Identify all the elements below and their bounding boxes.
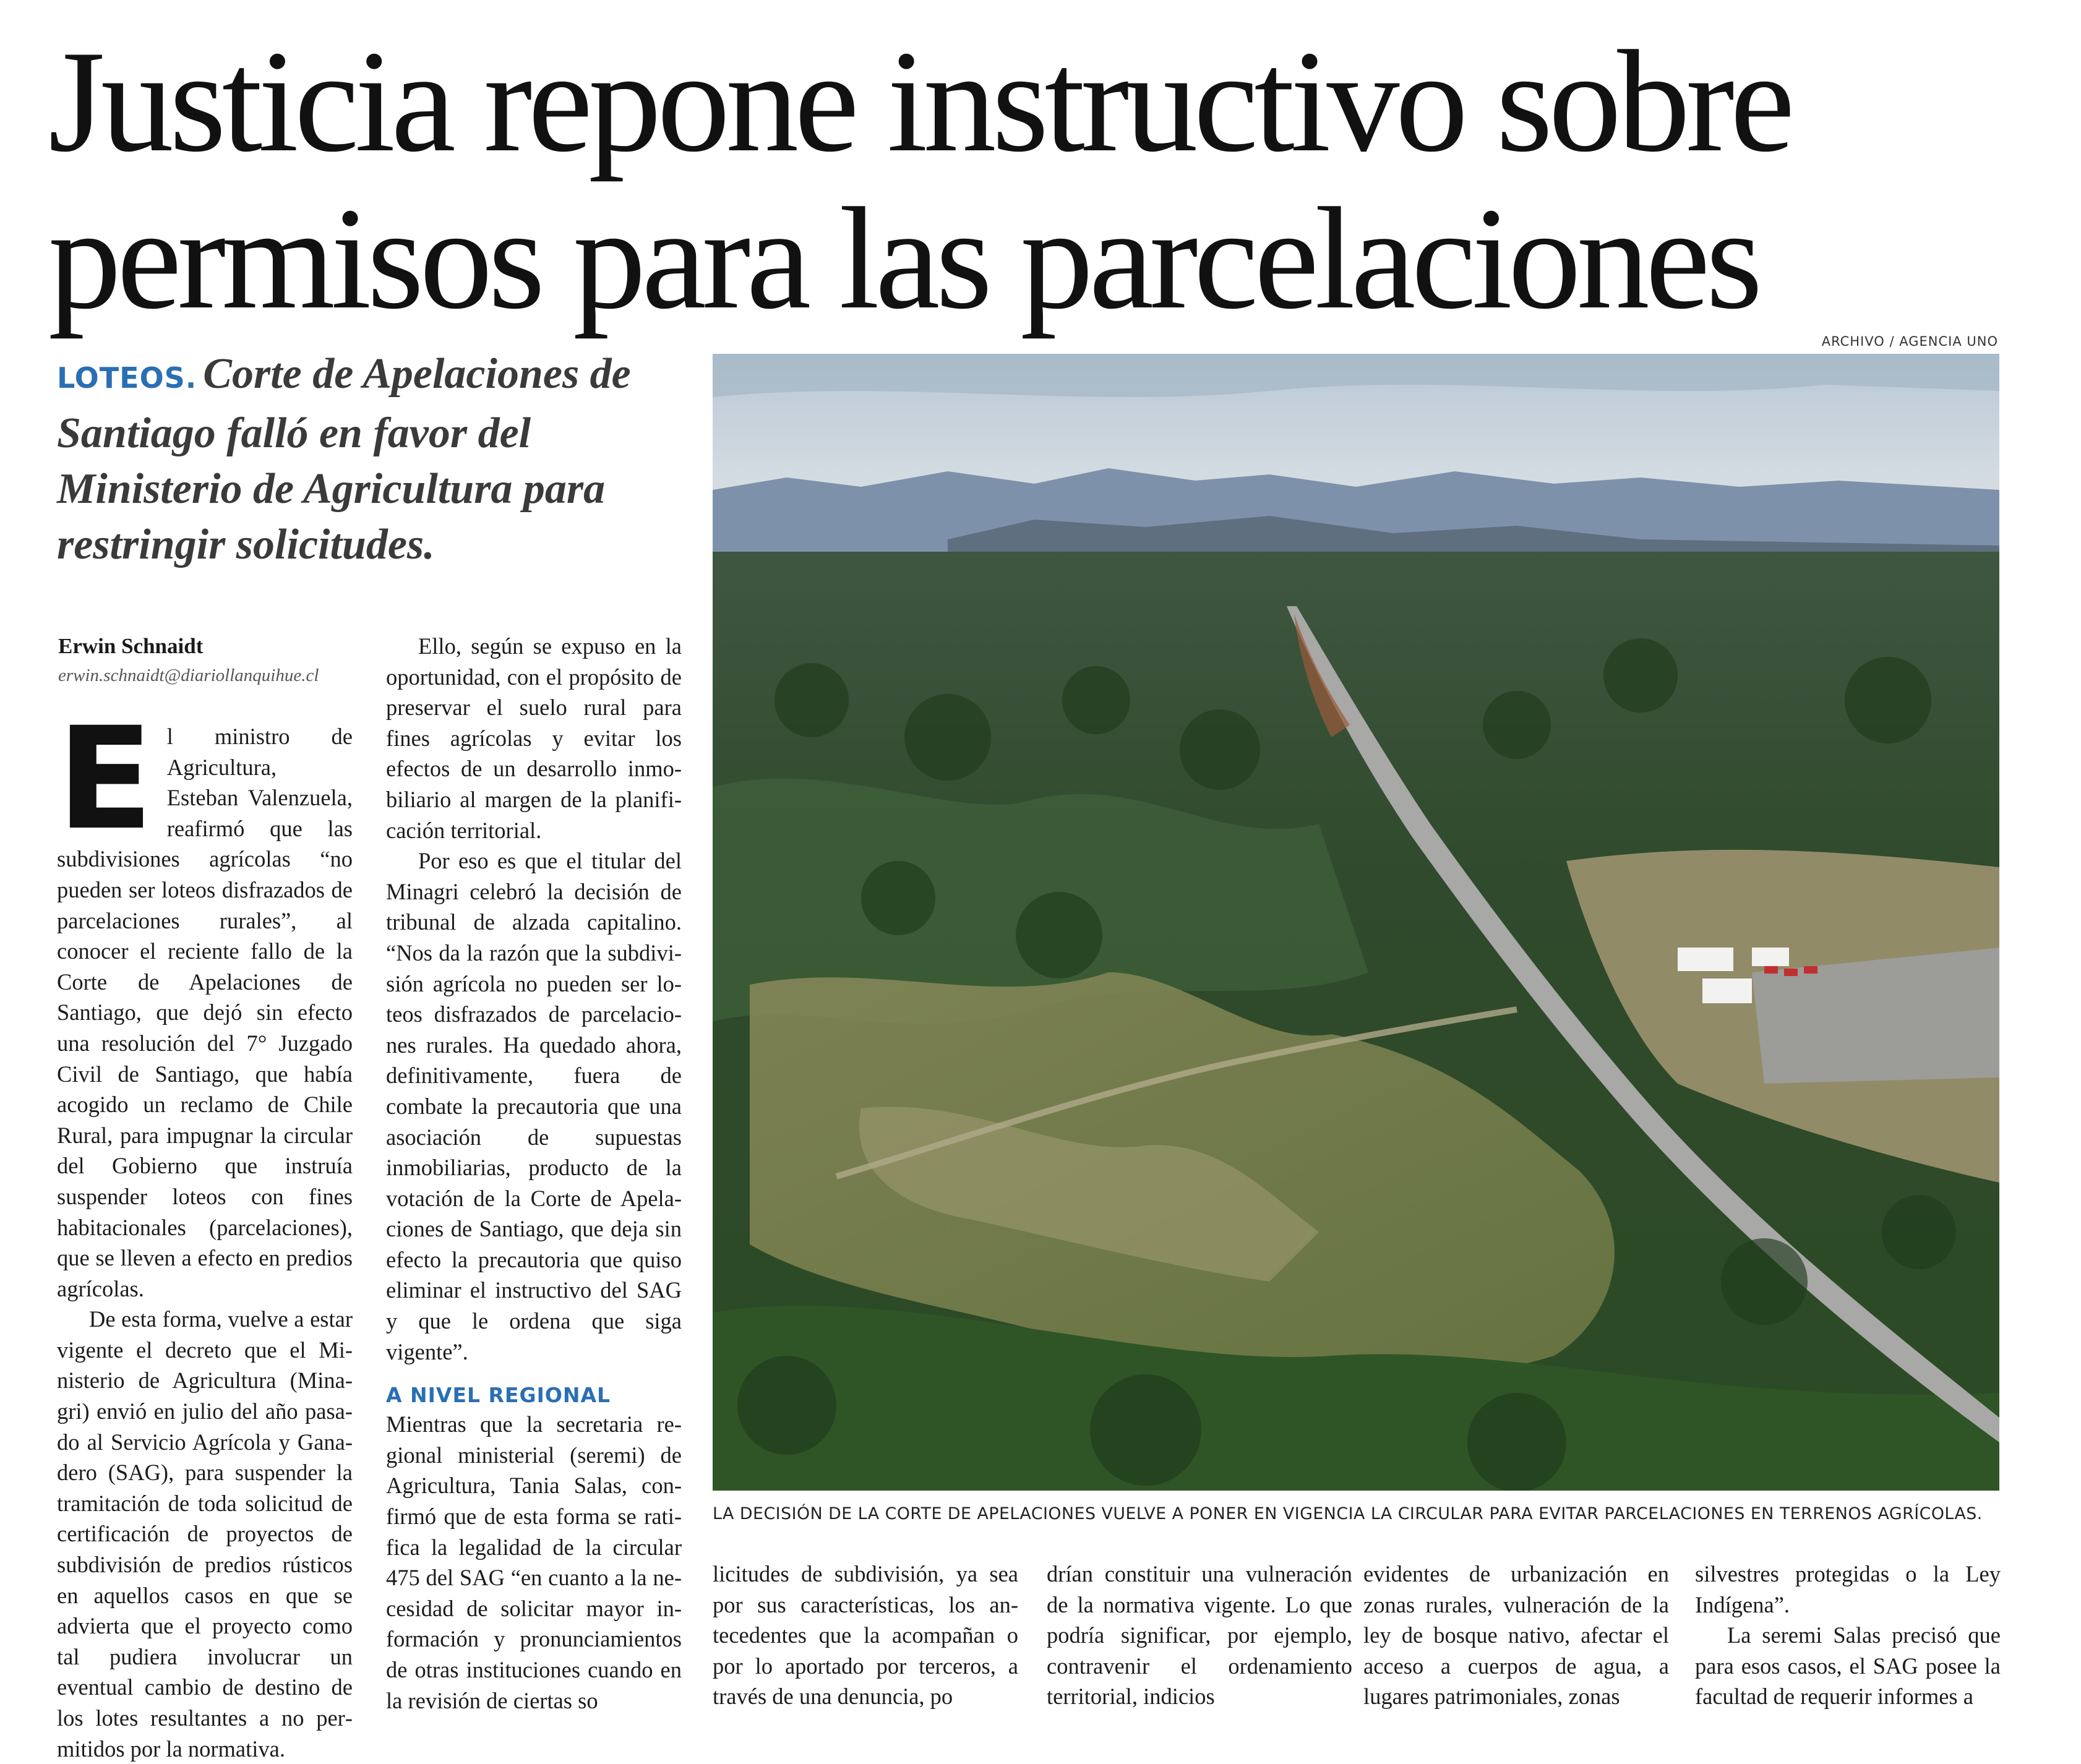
article-paragraph: Ello, según se expuso en la oportunidad, con el propósito de preservar el suelo rural para fines agrícolas y evitar los efectos de un desarrollo inmobiliario al margen de la planificación territorial. [386,633,682,843]
article-paragraph: Mientras que la secretaria regional ministerial (seremi) de Agricultura, Tania Salas, confirmó que de esta forma se ratifica la legalidad de la circular 475 del SAG “en cuanto a la necesidad de solicitar mayor información y pronunciamientos de otras instituciones cuando en la revisión de ciertas so [386,1411,682,1713]
deck-kicker: LOTEOS. [57,361,197,395]
article-column-4 [1047,1559,1352,1712]
headline-line-1: Justicia repone instructivo sobre [48,21,1791,182]
deck [57,346,676,573]
headline [48,21,2028,340]
article-column-2 [386,631,682,1716]
drop-cap: E [57,696,153,861]
byline-email: erwin.schnaidt@diariollanquihue.cl [58,666,319,685]
byline-author: Erwin Schnaidt [58,634,204,658]
article-column-6 [1695,1559,2001,1712]
article-column-1 [57,696,353,1764]
photo-credit: ARCHIVO / AGENCIA UNO [1821,334,1998,349]
photo-caption: LA DECISIÓN DE LA CORTE DE APELACIONES VUELVE A PONER EN VIGENCIA LA CIRCULAR PARA EVITAR PARCELACIONES EN TERRENOS AGRÍCOLAS. [713,1504,1983,1523]
article-column-3 [713,1559,1018,1712]
article-column-5 [1363,1559,1669,1712]
headline-line-2: permisos para las parcelaciones [48,178,1759,340]
news-photo [713,354,1999,1491]
article-paragraph: licitudes de subdivisión, ya sea por sus características, los antecedentes que la acompañan o por lo aportado por terceros, a través de una denuncia, po [713,1561,1018,1710]
article-paragraph: silvestres protegidas o la Ley Indígena”. [1695,1561,2001,1617]
section-subhead: A NIVEL REGIONAL [386,1383,611,1408]
aerial-landscape-image [713,354,1999,1491]
deck-text: Corte de Apelaciones de Santiago falló en favor del Ministerio de Agricultura para restringir solicitudes. [57,350,631,568]
article-paragraph: La seremi Salas precisó que para esos casos, el SAG posee la facultad de requerir informes a [1695,1622,2001,1710]
article-paragraph: Por eso es que el titular del Minagri celebró la decisión de tribunal de alzada capitalino. “Nos da la razón que la subdivisión agrícola no pueden ser loteos disfrazados de parcelaciones rurales. Ha quedado ahora, definitivamente, fuera de combate la precautoria que una asociación de supuestas inmobiliarias, producto de la votación de la Corte de Apelaciones de Santiago, que deja sin efecto la precautoria que quiso eliminar el instructivo del SAG y que le ordena que siga vigente”. [386,848,682,1364]
article-paragraph: drían constituir una vulneración de la normativa vigente. Lo que podría significar, por ejemplo, contravenir el ordenamiento territorial, indicios [1047,1561,1352,1710]
article-paragraph: De esta forma, vuelve a estar vigente el decreto que el Ministerio de Agricultura (Minagri) envió en julio del año pasado al Servicio Agrícola y Ganadero (SAG), para suspender la tramitación de toda solicitud de certificación de proyectos de subdivisión de predios rústicos en aquellos casos en que se advierta que el proyecto como tal pudiera involucrar un eventual cambio de destino de los lotes resultantes a no permitidos por la normativa. [57,1306,353,1762]
article-paragraph: evidentes de urbanización en zonas rurales, vulneración de la ley de bosque nativo, afectar el acceso a cuerpos de agua, a lugares patrimoniales, zonas [1363,1561,1669,1710]
paragraph-text: l ministro de Agricultura, Esteban Valenzuela, reafirmó que las subdivisiones agrícolas “no pueden ser loteos disfrazados de parcelaciones rurales”, al conocer el reciente fallo de la Corte de Apelaciones de Santiago, que dejó sin efecto una resolución del 7° Juzgado Civil de Santiago, que había acogido un reclamo de Chile Rural, para impugnar la circular del Gobierno que instruía suspender loteos con fines habitacionales (parcelaciones), que se lleven a efecto en predios agrícolas. [57,724,353,1301]
byline [58,632,380,688]
article-paragraph [57,696,353,1304]
